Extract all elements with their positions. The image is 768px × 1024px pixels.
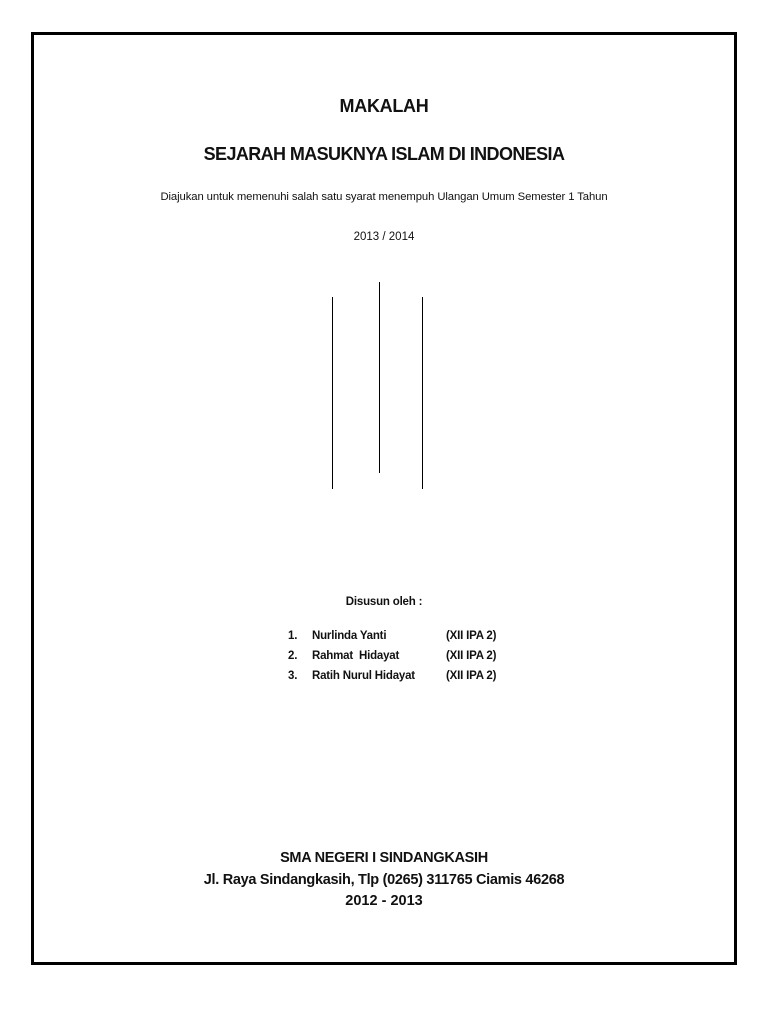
- member-name: Nurlinda Yanti: [312, 630, 387, 642]
- logo-placeholder-line-center: [379, 282, 380, 473]
- academic-year: 2013 / 2014: [353, 231, 415, 243]
- member-class: (XII IPA 2): [446, 630, 497, 642]
- page-border: [31, 32, 737, 965]
- logo-placeholder-line-left: [332, 297, 333, 489]
- school-name: SMA NEGERI I SINDANGKASIH: [280, 850, 488, 866]
- compiled-by-label: Disusun oleh :: [345, 596, 423, 608]
- member-number: 2.: [288, 650, 298, 662]
- document-title: MAKALAH: [339, 96, 429, 116]
- member-name: Ratih Nurul Hidayat: [312, 670, 415, 682]
- member-number: 3.: [288, 670, 298, 682]
- school-period: 2012 - 2013: [345, 893, 423, 909]
- member-name: Rahmat Hidayat: [312, 650, 400, 662]
- member-class: (XII IPA 2): [446, 670, 497, 682]
- logo-placeholder-line-right: [422, 297, 423, 489]
- purpose-text: Diajukan untuk memenuhi salah satu syarat menempuh Ulangan Umum Semester 1 Tahun: [160, 191, 608, 203]
- document-subtitle: SEJARAH MASUKNYA ISLAM DI INDONESIA: [203, 144, 565, 164]
- member-number: 1.: [288, 630, 298, 642]
- member-class: (XII IPA 2): [446, 650, 497, 662]
- school-address: Jl. Raya Sindangkasih, Tlp (0265) 311765 Ciamis 46268: [203, 872, 565, 888]
